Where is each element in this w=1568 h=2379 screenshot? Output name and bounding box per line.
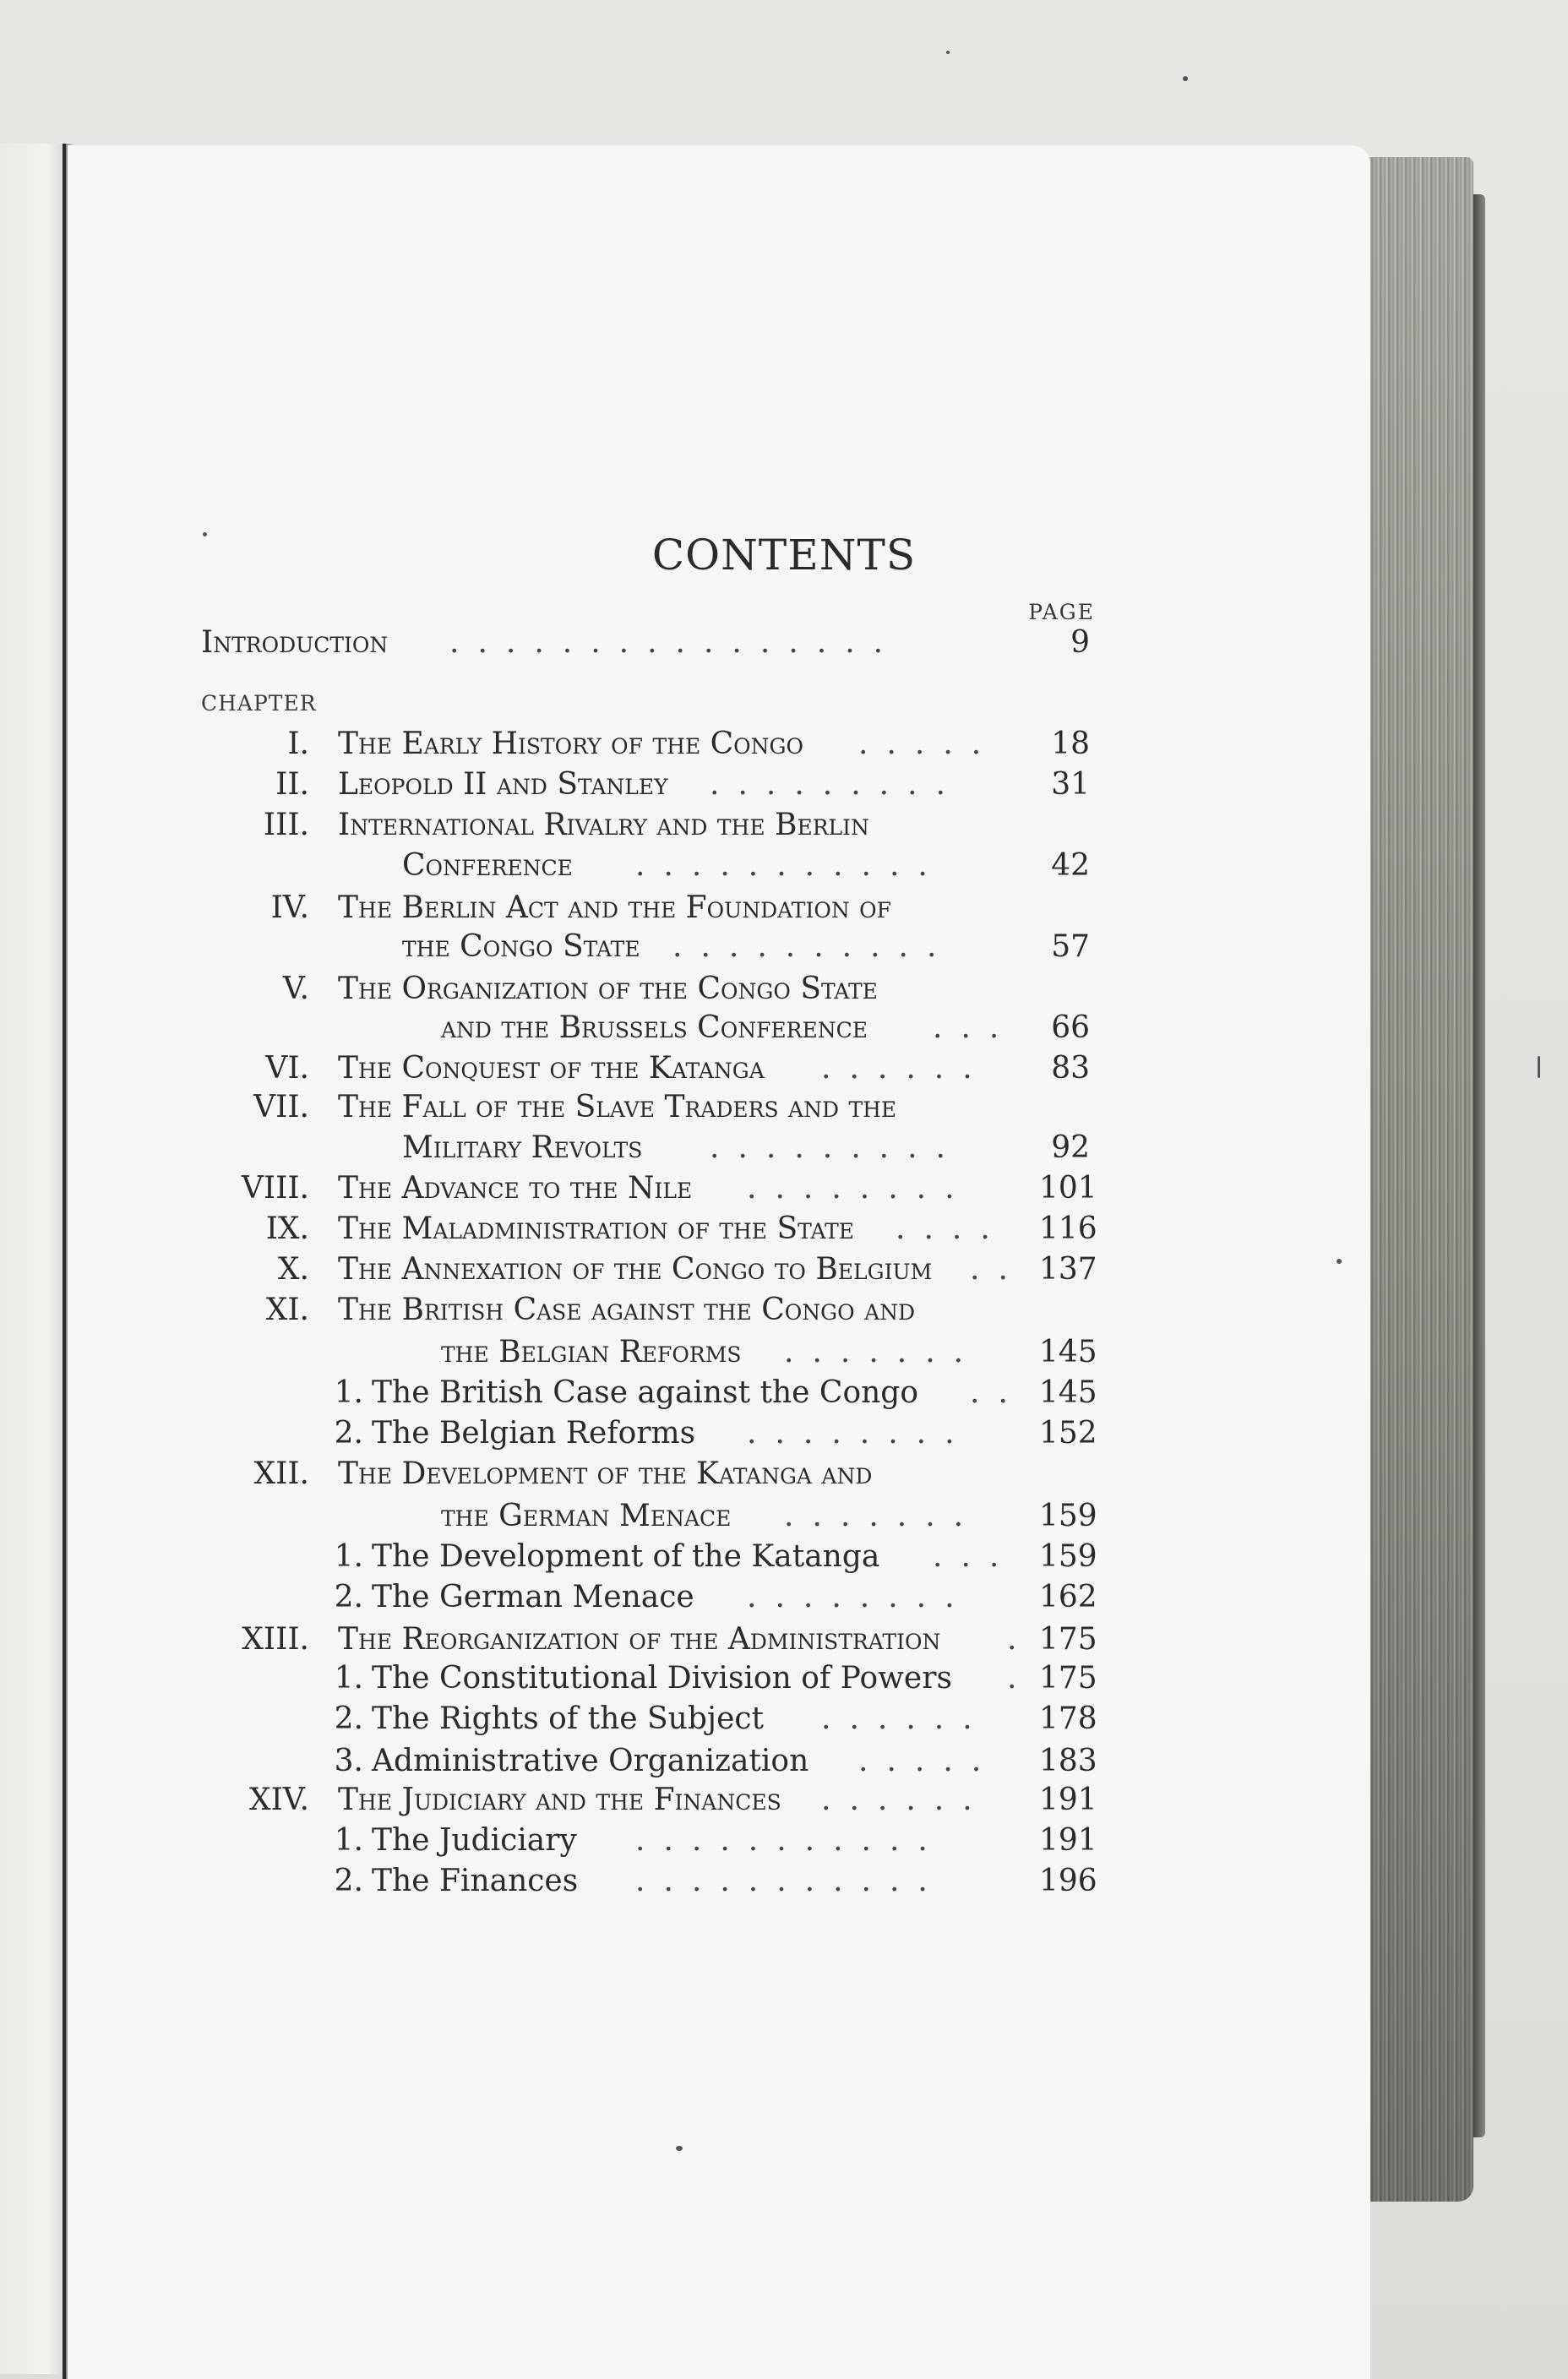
- entry-title: The Berlin Act and the Foundation of: [338, 890, 892, 925]
- chapter-number: V.: [282, 972, 309, 1006]
- chapter-number: XI.: [265, 1293, 309, 1327]
- page-number: 175: [1039, 1622, 1097, 1657]
- leader-dots: ...: [933, 1010, 1018, 1045]
- chapter-number: XIV.: [249, 1783, 309, 1817]
- entry-title: The Advance to the Nile: [338, 1171, 693, 1206]
- page-number: 178: [1039, 1701, 1097, 1736]
- section-number: 1.: [334, 1823, 363, 1858]
- toc-entry: [0, 1375, 1568, 1416]
- entry-title: The Rights of the Subject: [372, 1701, 765, 1736]
- chapter-number: II.: [275, 767, 309, 802]
- leader-dots: ........: [747, 1171, 973, 1206]
- toc-entry: [0, 727, 1568, 767]
- entry-title: Military Revolts: [402, 1130, 643, 1165]
- entry-title: The Conquest of the Katanga: [338, 1051, 765, 1086]
- chapter-number: IX.: [265, 1211, 309, 1246]
- chapter-number: IV.: [270, 890, 309, 925]
- toc-entry: [0, 1171, 1568, 1211]
- section-number: 1.: [334, 1375, 363, 1410]
- toc-entry: [0, 929, 1568, 970]
- page-number: 83: [1051, 1051, 1090, 1086]
- section-number: 2.: [334, 1864, 363, 1898]
- entry-title: The Maladministration of the State: [338, 1211, 855, 1246]
- entry-title: and the Brussels Conference: [441, 1010, 868, 1045]
- entry-title: Administrative Organization: [372, 1744, 809, 1778]
- toc-entry: [0, 767, 1568, 808]
- entry-title: The Constitutional Division of Powers: [372, 1661, 952, 1696]
- leader-dots: ..........: [672, 929, 956, 964]
- dust-speck: [676, 2146, 683, 2151]
- section-number: 1.: [334, 1661, 363, 1696]
- toc-entry: [0, 1293, 1568, 1333]
- entry-title: The Early History of the Congo: [338, 727, 804, 761]
- toc-entry: [0, 1252, 1568, 1293]
- page-number: 175: [1039, 1661, 1097, 1696]
- page-number: 18: [1051, 727, 1090, 761]
- toc-entry: [0, 1051, 1568, 1092]
- leader-dots: ...........: [635, 848, 946, 883]
- leader-dots: .....: [858, 727, 1000, 761]
- page-number: 159: [1039, 1539, 1097, 1574]
- toc-entry: [0, 1416, 1568, 1456]
- leader-dots: ................: [449, 625, 902, 660]
- toc-entry: [0, 808, 1568, 848]
- page-number: 57: [1051, 929, 1090, 964]
- entry-title: Conference: [402, 848, 573, 883]
- leader-dots: ....: [896, 1211, 1009, 1246]
- toc-entry: [0, 1701, 1568, 1742]
- page-number: 145: [1039, 1335, 1097, 1369]
- page-number: 42: [1051, 848, 1090, 883]
- leader-dots: .........: [710, 1130, 964, 1165]
- leader-dots: .........: [710, 767, 964, 802]
- toc-entry: [0, 1211, 1568, 1252]
- leader-dots: ...........: [635, 1823, 946, 1858]
- toc-entry: [0, 890, 1568, 931]
- leader-dots: ..: [970, 1375, 1026, 1410]
- entry-title: The Judiciary: [372, 1823, 577, 1858]
- entry-title: The Reorganization of the Administration: [338, 1622, 941, 1657]
- chapter-number: XII.: [253, 1456, 309, 1491]
- leader-dots: ........: [747, 1580, 973, 1614]
- toc-entry: [0, 1456, 1568, 1497]
- leader-dots: ......: [821, 1701, 991, 1736]
- toc-entry: [0, 1823, 1568, 1864]
- toc-entry: [0, 1539, 1568, 1580]
- leader-dots: ......: [821, 1783, 991, 1817]
- toc-entry: [0, 1864, 1568, 1904]
- page-number: 162: [1039, 1580, 1097, 1614]
- leader-dots: .: [1007, 1622, 1036, 1657]
- entry-title: Leopold II and Stanley: [338, 767, 668, 802]
- page-number: 9: [1070, 625, 1090, 660]
- toc-entry: [0, 1335, 1568, 1375]
- entry-title: The Development of the Katanga and: [338, 1456, 873, 1491]
- entry-title: The Fall of the Slave Traders and the: [338, 1090, 897, 1124]
- toc-entry: [0, 1744, 1568, 1784]
- chapter-column-label: CHAPTER: [201, 691, 317, 716]
- toc-entry: [0, 972, 1568, 1012]
- leader-dots: .: [1007, 1661, 1036, 1696]
- chapter-number: X.: [277, 1252, 309, 1287]
- entry-title: the German Menace: [441, 1499, 732, 1533]
- page-number: 101: [1039, 1171, 1097, 1206]
- chapter-number: VIII.: [241, 1171, 309, 1206]
- page-number: 191: [1039, 1823, 1097, 1858]
- toc-entry: [0, 848, 1568, 889]
- section-number: 2.: [334, 1701, 363, 1736]
- chapter-number: III.: [263, 808, 309, 842]
- page-number: 66: [1051, 1010, 1090, 1045]
- section-number: 3.: [334, 1744, 363, 1778]
- page-number: 159: [1039, 1499, 1097, 1533]
- page-number: 152: [1039, 1416, 1097, 1451]
- leader-dots: .....: [858, 1744, 1000, 1778]
- page-number: 31: [1051, 767, 1090, 802]
- chapter-number: I.: [287, 727, 309, 761]
- leader-dots: .......: [784, 1335, 983, 1369]
- leader-dots: ........: [747, 1416, 973, 1451]
- entry-title: The German Menace: [372, 1580, 694, 1614]
- page-number: 92: [1051, 1130, 1090, 1165]
- toc-entry: [0, 1622, 1568, 1663]
- entry-title: The Development of the Katanga: [372, 1539, 880, 1574]
- toc-entry: [0, 1783, 1568, 1823]
- dust-speck: [946, 51, 950, 54]
- entry-title: The Judiciary and the Finances: [338, 1783, 781, 1817]
- toc-entry: [0, 1010, 1568, 1051]
- page-number: 191: [1039, 1783, 1097, 1817]
- page-number: 137: [1039, 1252, 1097, 1287]
- toc-entry: [0, 1130, 1568, 1171]
- chapter-number: VI.: [265, 1051, 309, 1086]
- section-number: 2.: [334, 1580, 363, 1614]
- entry-title: the Congo State: [402, 929, 640, 964]
- toc-entry: [0, 1499, 1568, 1539]
- entry-title: The British Case against the Congo and: [338, 1293, 916, 1327]
- entry-title: The Finances: [372, 1864, 579, 1898]
- page-number: 116: [1039, 1211, 1097, 1246]
- leader-dots: ...........: [635, 1864, 946, 1898]
- entry-title: The British Case against the Congo: [372, 1375, 919, 1410]
- toc-entry: [0, 1090, 1568, 1130]
- page-title: CONTENTS: [651, 531, 917, 580]
- entry-title: the Belgian Reforms: [441, 1335, 742, 1369]
- leader-dots: ......: [821, 1051, 991, 1086]
- page-number: 145: [1039, 1375, 1097, 1410]
- page-column-label: PAGE: [1028, 600, 1095, 624]
- leader-dots: ...: [933, 1539, 1018, 1574]
- section-number: 1.: [334, 1539, 363, 1574]
- entry-title: The Organization of the Congo State: [338, 972, 878, 1006]
- entry-title: The Belgian Reforms: [372, 1416, 696, 1451]
- leader-dots: .......: [784, 1499, 983, 1533]
- toc-entry: [0, 1580, 1568, 1620]
- entry-title: Introduction: [201, 625, 389, 660]
- dust-speck: [1183, 76, 1188, 81]
- toc-entry: [0, 625, 1568, 666]
- leader-dots: ..: [970, 1252, 1026, 1287]
- toc-entry: [0, 1661, 1568, 1701]
- entry-title: The Annexation of the Congo to Belgium: [338, 1252, 933, 1287]
- chapter-number: VII.: [253, 1090, 309, 1124]
- section-number: 2.: [334, 1416, 363, 1451]
- entry-title: International Rivalry and the Berlin: [338, 808, 869, 842]
- page-number: 183: [1039, 1744, 1097, 1778]
- page-number: 196: [1039, 1864, 1097, 1898]
- chapter-number: XIII.: [242, 1622, 309, 1657]
